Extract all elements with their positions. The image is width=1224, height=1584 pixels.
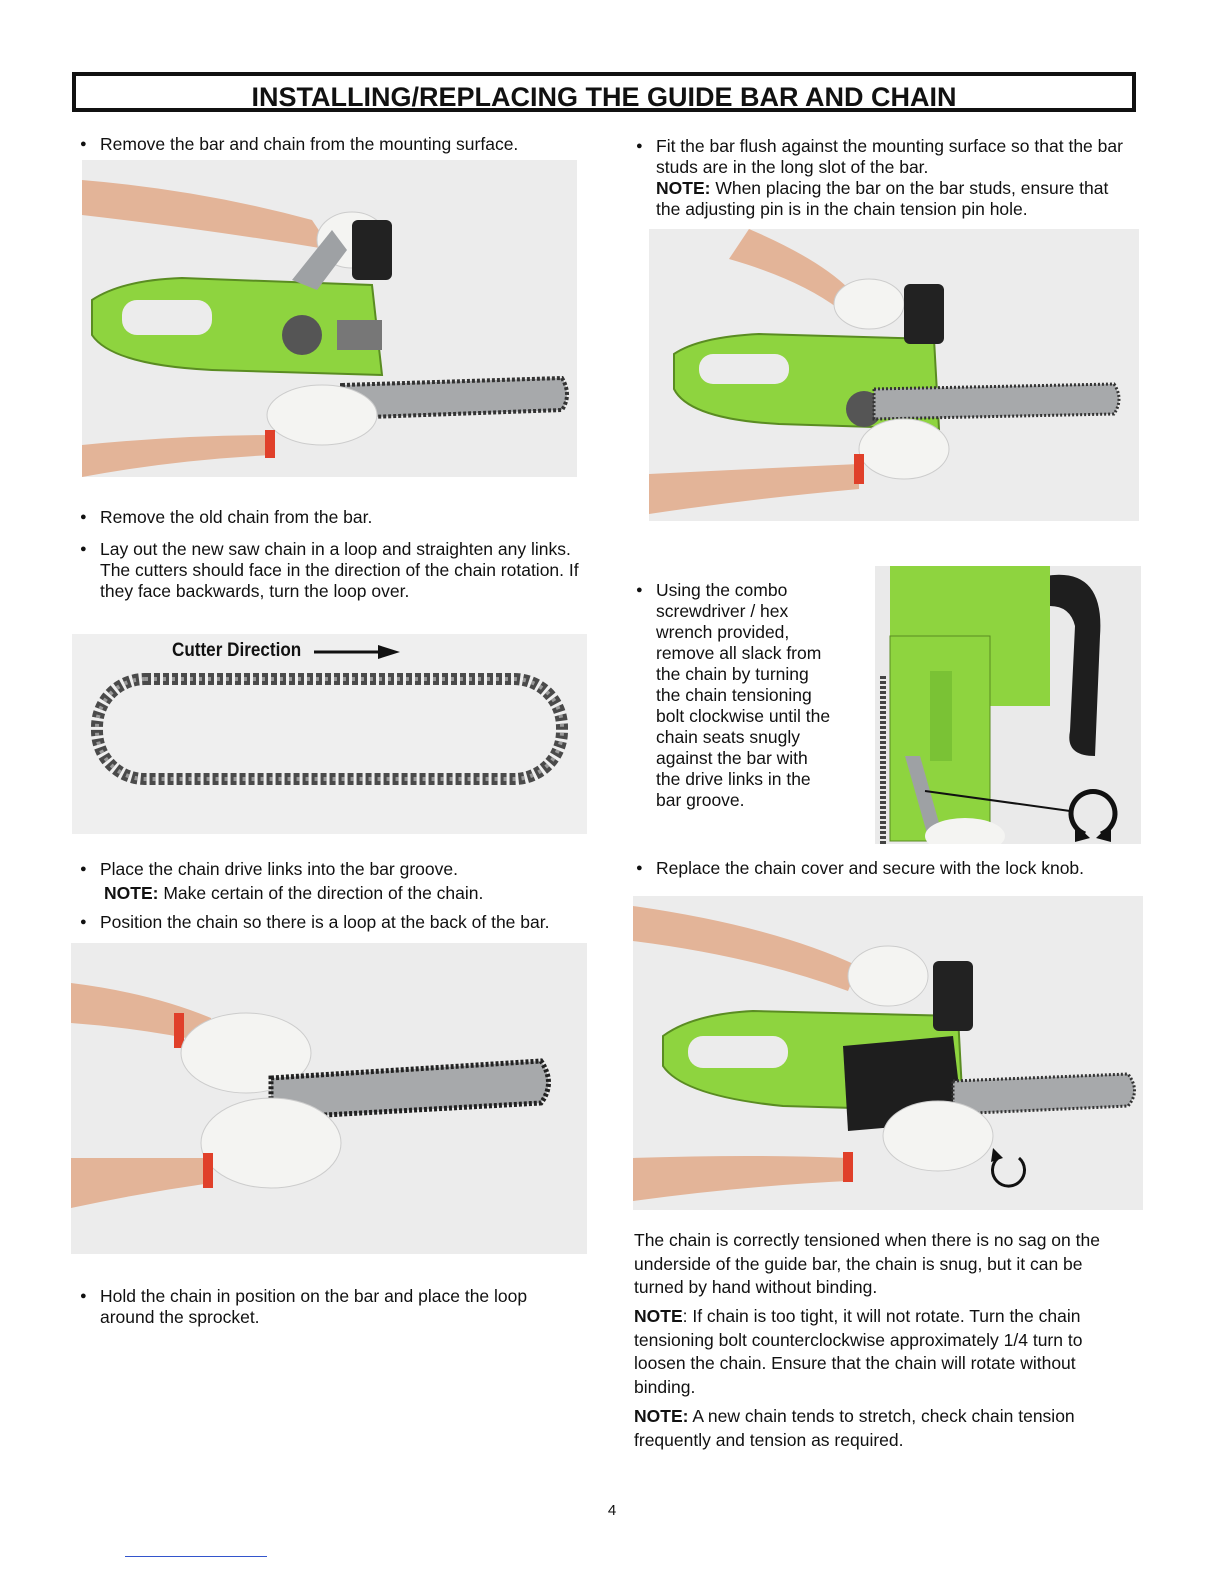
- left-step-6: [80, 1286, 580, 1328]
- right-step-1: [636, 136, 1136, 220]
- page-title: INSTALLING/REPLACING THE GUIDE BAR AND CHAIN: [251, 81, 957, 112]
- left-step-2-text: Remove the old chain from the bar.: [100, 507, 373, 527]
- right-step-1-text: Fit the bar flush against the mounting surface so that the bar studs are in the long slot of the bar.: [656, 136, 1123, 177]
- right-step-3-text: Replace the chain cover and secure with the lock knob.: [656, 858, 1085, 878]
- left-step-1: [80, 134, 600, 155]
- page-number: 4: [607, 1502, 617, 1519]
- photo-chain-cover: [633, 896, 1143, 1210]
- left-step-5: [80, 912, 600, 933]
- photo-remove-bar-chain: [82, 160, 577, 477]
- left-step-5-text: Position the chain so there is a loop at the back of the bar.: [100, 912, 550, 932]
- tension-paragraph: The chain is correctly tensioned when there is no sag on the underside of the guide bar, the chain is snug, but it can be turned by hand without binding.: [634, 1230, 1100, 1297]
- photo-chain-loop: [72, 634, 587, 834]
- tension-note-1: [634, 1305, 1124, 1399]
- photo-chain-on-bar: [71, 943, 587, 1254]
- note-label: NOTE:: [656, 178, 711, 198]
- page-title-box: [72, 72, 1136, 112]
- note-text: Make certain of the direction of the chain.: [158, 883, 484, 903]
- note-label: NOTE:: [104, 883, 159, 903]
- photo-tension-bolt: [875, 566, 1141, 844]
- right-step-2: [636, 580, 836, 811]
- note-label: NOTE: [634, 1306, 683, 1326]
- left-step-4-note: [104, 882, 604, 906]
- note-text: When placing the bar on the bar studs, ensure that the adjusting pin is in the chain tension pin hole.: [656, 178, 1109, 219]
- right-step-2-text: Using the combo screwdriver / hex wrench provided, remove all slack from the chain by turning the chain tensioning bolt clockwise until the chain seats snugly against the bar with the drive links in the bar groove.: [656, 580, 831, 810]
- tension-note-2: [634, 1405, 1124, 1452]
- left-step-2: [80, 507, 600, 528]
- note-text: : If chain is too tight, it will not rotate. Turn the chain tensioning bolt counterclockwise approximately 1/4 turn to loosen the chain. Ensure that the chain will rotate without binding.: [634, 1306, 1083, 1397]
- left-step-4: [80, 859, 600, 880]
- note-text: A new chain tends to stretch, check chain tension frequently and tension as required.: [634, 1406, 1075, 1450]
- left-step-4-text: Place the chain drive links into the bar groove.: [100, 859, 458, 879]
- photo-fit-bar: [649, 229, 1139, 521]
- cutter-direction-label: Cutter Direction: [172, 640, 302, 661]
- left-step-3-text: Lay out the new saw chain in a loop and straighten any links. The cutters should face in the direction of the chain rotation. If they face backwards, turn the loop over.: [100, 539, 579, 601]
- note-label: NOTE:: [634, 1406, 689, 1426]
- left-step-3: [80, 539, 590, 602]
- footer-link-line: [125, 1556, 267, 1557]
- left-step-6-text: Hold the chain in position on the bar and place the loop around the sprocket.: [100, 1286, 528, 1327]
- right-step-3: [636, 858, 1136, 879]
- left-step-1-text: Remove the bar and chain from the mounting surface.: [100, 134, 519, 154]
